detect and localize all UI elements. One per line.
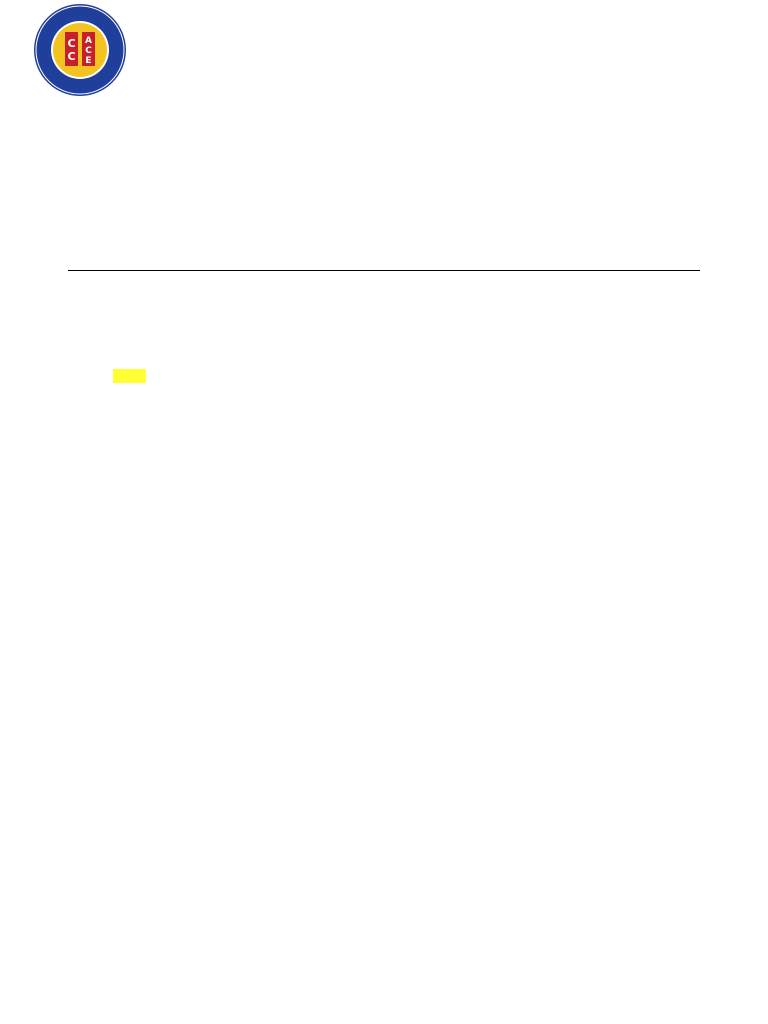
option-letter-highlighted [113,369,146,383]
divider-line [68,270,700,271]
school-logo-seal [32,2,128,98]
svg-text:C: C [85,46,92,56]
svg-text:C: C [67,37,76,50]
svg-text:E: E [85,56,92,66]
svg-text:C: C [67,50,76,63]
svg-text:A: A [85,36,92,46]
